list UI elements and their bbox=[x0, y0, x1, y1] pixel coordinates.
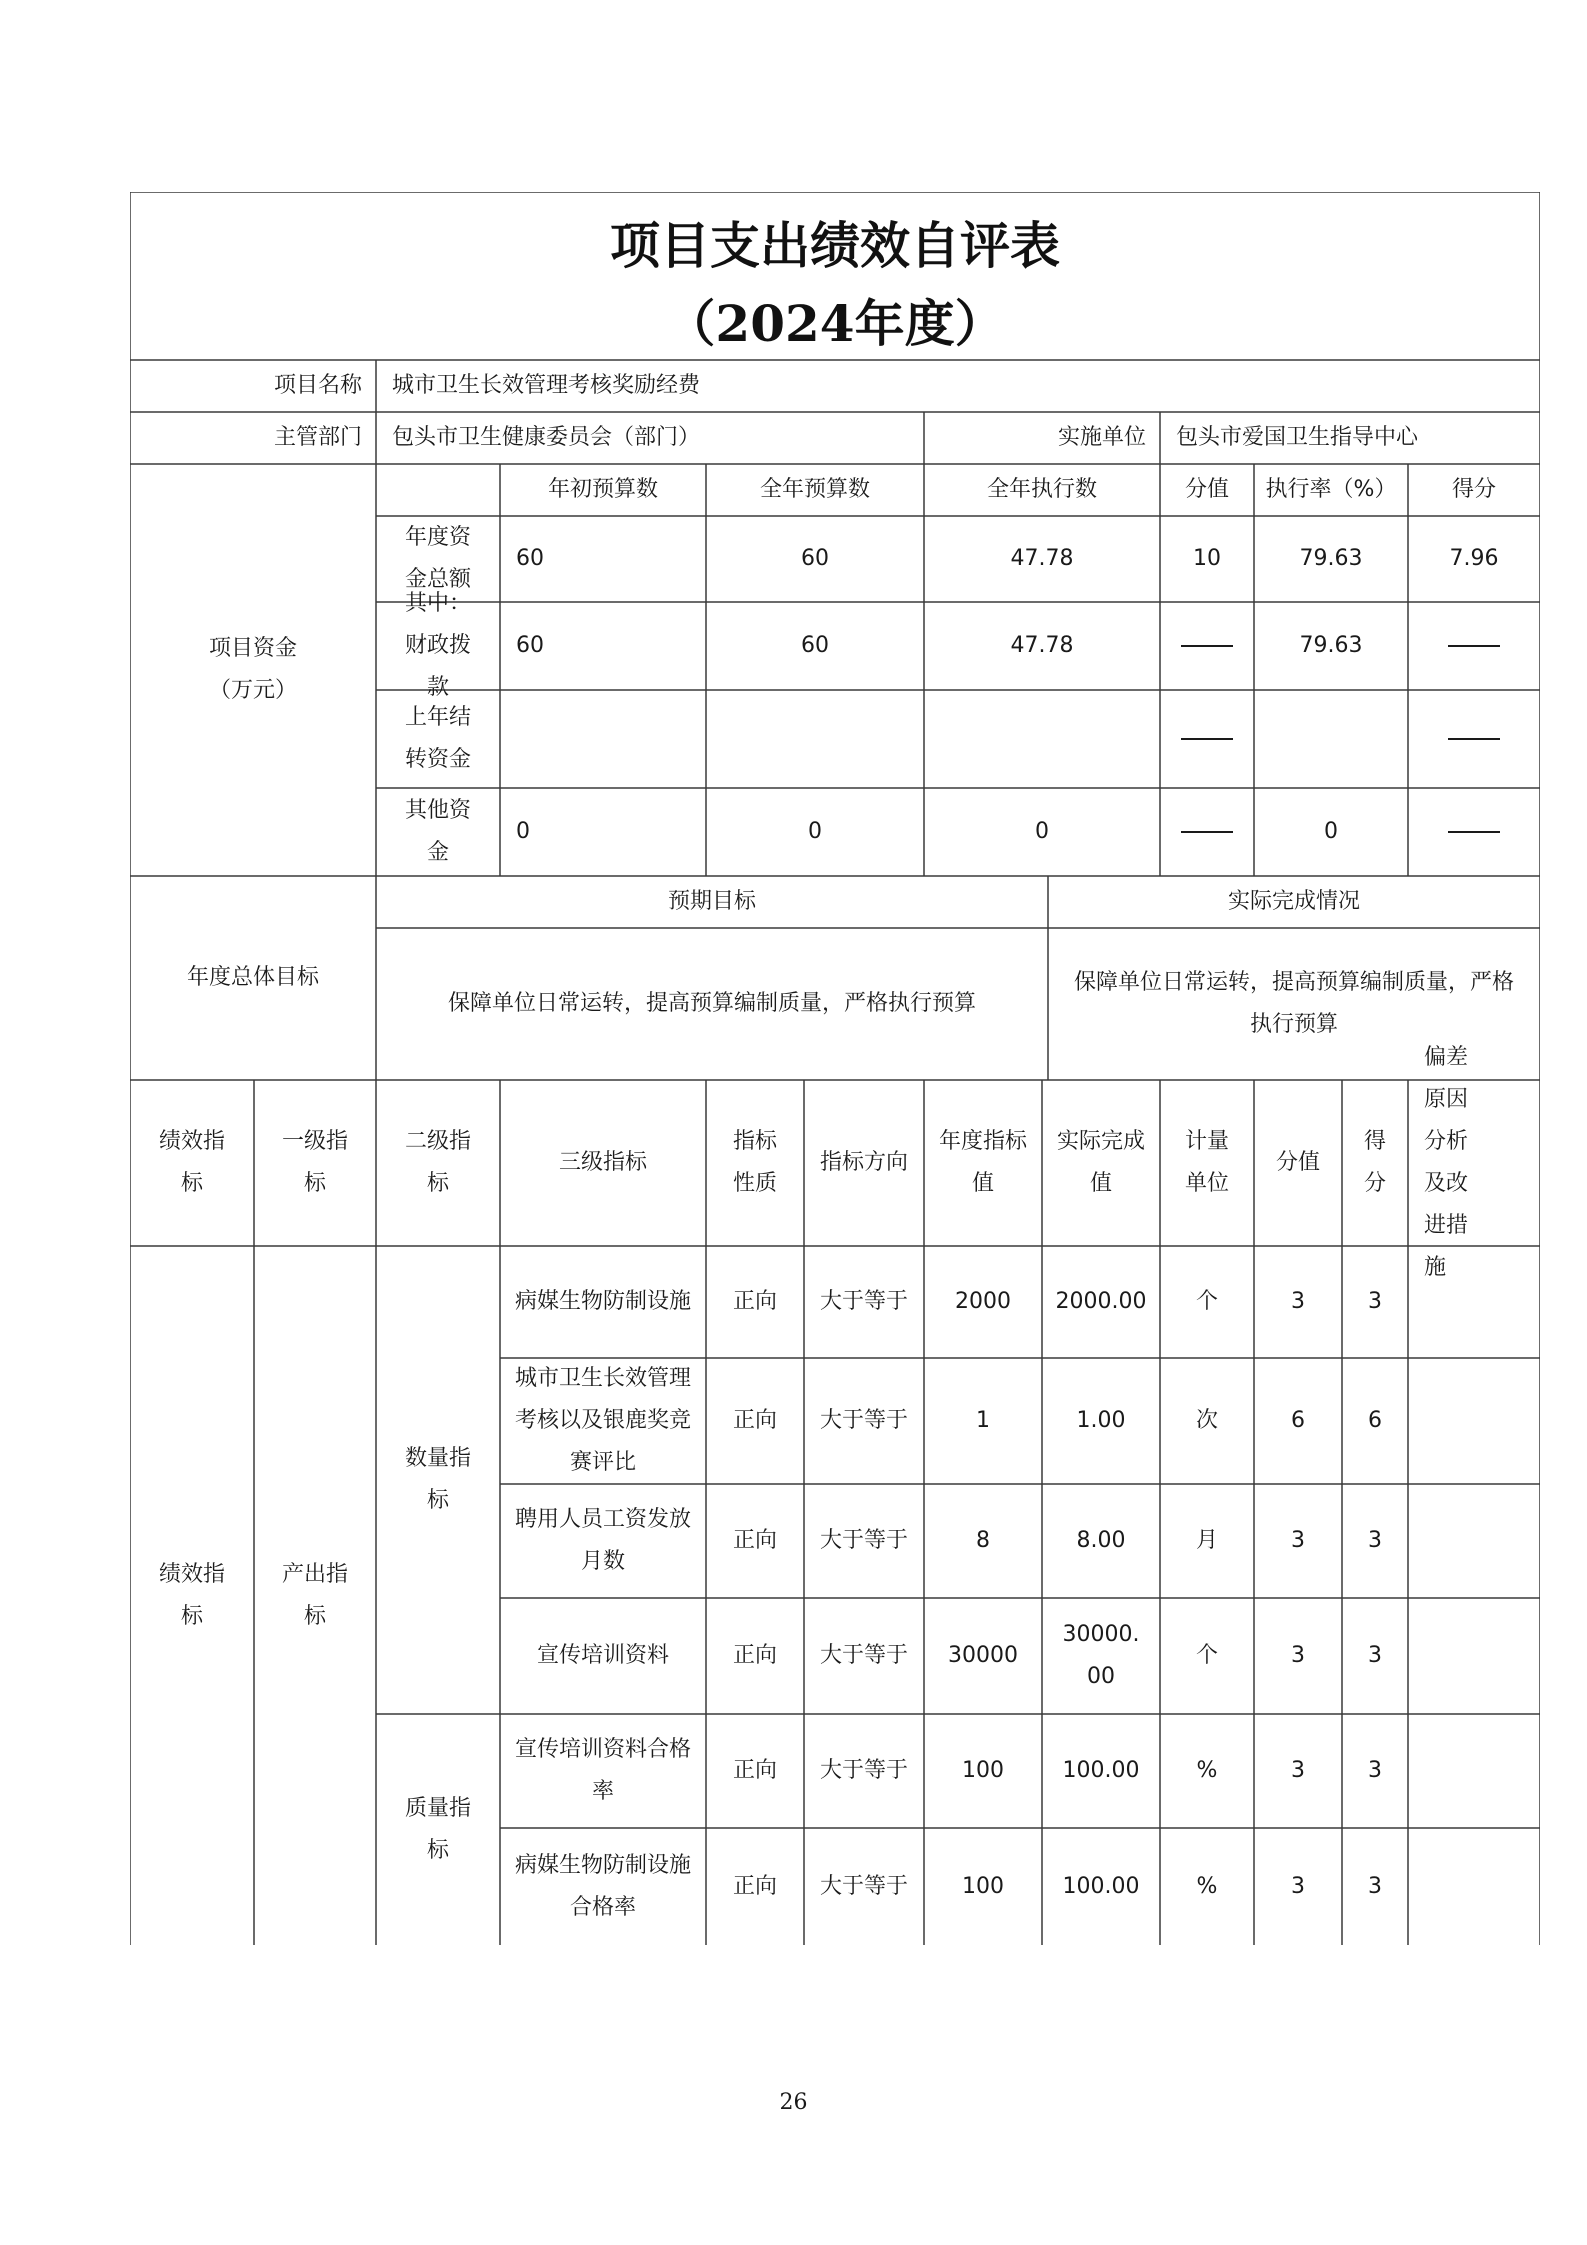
indicator-nature: 正向 bbox=[732, 1289, 777, 1314]
indicator-nature: 正向 bbox=[732, 1528, 777, 1553]
funds-header-score-value: 分值 bbox=[1184, 477, 1229, 502]
ind-header-deviation: 偏差原因分析及改进措施 bbox=[1424, 1045, 1469, 1280]
funds-cell-annual: 60 bbox=[801, 546, 829, 571]
funds-cell-score bbox=[1408, 788, 1540, 876]
indicator-score: 6 bbox=[1368, 1408, 1382, 1433]
dash-mark bbox=[1448, 831, 1500, 833]
indicator-deviation bbox=[1408, 1484, 1540, 1598]
indicator-actual: 8.00 bbox=[1076, 1528, 1126, 1553]
indicator-name: 病媒生物防制设施合格率 bbox=[514, 1852, 691, 1920]
funds-row-label-total: 年度资金总额 bbox=[404, 525, 471, 592]
funds-cell-initial: 60 bbox=[516, 633, 544, 658]
ind-header-value: 分值 bbox=[1275, 1150, 1320, 1175]
dash-mark bbox=[1181, 645, 1233, 647]
indicator-name: 病媒生物防制设施 bbox=[514, 1289, 691, 1314]
indicator-direction: 大于等于 bbox=[819, 1643, 908, 1668]
indicator-name: 城市卫生长效管理考核以及银鹿奖竞赛评比 bbox=[514, 1366, 691, 1475]
funds-cell-score-value bbox=[1160, 788, 1254, 876]
funds-header-score: 得分 bbox=[1451, 477, 1496, 502]
indicator-target: 30000 bbox=[948, 1643, 1018, 1668]
indicator-unit: 个 bbox=[1195, 1643, 1218, 1668]
indicator-target: 8 bbox=[976, 1528, 990, 1553]
funds-cell-annual: 60 bbox=[801, 633, 829, 658]
ind-header-level3: 三级指标 bbox=[558, 1150, 647, 1175]
funds-cell-executed bbox=[924, 690, 1160, 788]
indicator-actual: 30000.00 bbox=[1062, 1622, 1140, 1689]
funds-header-rate: 执行率（%） bbox=[1265, 477, 1397, 502]
indicator-unit: 月 bbox=[1195, 1528, 1218, 1553]
funds-cell-executed: 0 bbox=[1035, 819, 1049, 844]
indicator-nature: 正向 bbox=[732, 1758, 777, 1783]
funds-cell-rate: 79.63 bbox=[1299, 546, 1363, 571]
ind-header-score: 得分 bbox=[1363, 1129, 1386, 1196]
ind-header-level2: 二级指标 bbox=[404, 1129, 471, 1196]
indicator-value: 3 bbox=[1291, 1528, 1305, 1553]
funds-cell-executed: 47.78 bbox=[1010, 546, 1074, 571]
funds-cell-annual bbox=[706, 690, 924, 788]
indicator-actual: 2000.00 bbox=[1055, 1289, 1147, 1314]
self-evaluation-table bbox=[130, 192, 1540, 1945]
indicator-direction: 大于等于 bbox=[819, 1873, 908, 1899]
project-name-value: 城市卫生长效管理考核奖励经费 bbox=[392, 373, 701, 398]
indicator-score: 3 bbox=[1368, 1758, 1382, 1783]
actual-goal-header: 实际完成情况 bbox=[1227, 889, 1360, 914]
indicator-unit: % bbox=[1196, 1873, 1218, 1899]
unit-value: 包头市爱国卫生指导中心 bbox=[1176, 425, 1419, 450]
indicator-unit: 个 bbox=[1195, 1289, 1218, 1314]
funds-cell-score: 7.96 bbox=[1449, 546, 1499, 571]
funds-cell-score-value: 10 bbox=[1193, 546, 1221, 571]
indicator-target: 100 bbox=[962, 1758, 1004, 1783]
indicator-score: 3 bbox=[1368, 1528, 1382, 1553]
indicator-score: 3 bbox=[1368, 1873, 1382, 1899]
indicator-target: 1 bbox=[976, 1408, 990, 1433]
output-indicator-col: 产出指标 bbox=[281, 1561, 348, 1629]
ind-header-target: 年度指标值 bbox=[938, 1129, 1027, 1196]
indicator-direction: 大于等于 bbox=[819, 1758, 908, 1783]
quality-indicator-group: 质量指标 bbox=[404, 1795, 471, 1863]
indicator-unit: % bbox=[1196, 1758, 1218, 1783]
table-title: 项目支出绩效自评表 bbox=[610, 216, 1060, 275]
indicator-deviation bbox=[1408, 1598, 1540, 1714]
indicator-actual: 100.00 bbox=[1062, 1873, 1140, 1899]
dash-mark bbox=[1448, 645, 1500, 647]
indicator-name: 宣传培训资料合格率 bbox=[514, 1737, 691, 1804]
indicator-value: 3 bbox=[1291, 1758, 1305, 1783]
project-name-label: 项目名称 bbox=[273, 373, 362, 398]
annual-goal-label: 年度总体目标 bbox=[186, 965, 319, 990]
indicator-value: 3 bbox=[1291, 1643, 1305, 1668]
indicator-nature: 正向 bbox=[732, 1873, 777, 1899]
funds-cell-rate bbox=[1254, 690, 1408, 788]
indicator-deviation bbox=[1408, 1246, 1540, 1358]
indicator-direction: 大于等于 bbox=[819, 1408, 908, 1433]
page-number: 26 bbox=[779, 2090, 808, 2115]
ind-header-direction: 指标方向 bbox=[819, 1150, 908, 1175]
indicator-score: 3 bbox=[1368, 1643, 1382, 1668]
indicator-deviation bbox=[1408, 1714, 1540, 1828]
dash-mark bbox=[1448, 738, 1500, 740]
indicator-unit: 次 bbox=[1195, 1408, 1218, 1433]
table-year: （2024年度） bbox=[665, 294, 1005, 353]
indicator-deviation bbox=[1408, 1828, 1540, 1945]
perf-indicator-col: 绩效指标 bbox=[158, 1561, 225, 1629]
funds-header-annual: 全年预算数 bbox=[759, 477, 870, 502]
funds-cell-initial: 60 bbox=[516, 546, 544, 571]
indicator-target: 100 bbox=[962, 1873, 1004, 1899]
indicator-deviation bbox=[1408, 1358, 1540, 1484]
indicator-value: 3 bbox=[1291, 1873, 1305, 1899]
dept-label: 主管部门 bbox=[273, 425, 362, 450]
funds-row-label-carryover: 上年结转资金 bbox=[404, 705, 471, 772]
funds-cell-score bbox=[1408, 602, 1540, 690]
indicator-value: 6 bbox=[1291, 1408, 1305, 1433]
indicator-nature: 正向 bbox=[732, 1643, 777, 1668]
indicator-name: 聘用人员工资发放月数 bbox=[514, 1507, 691, 1574]
funds-cell-executed: 47.78 bbox=[1010, 633, 1074, 658]
indicator-score: 3 bbox=[1368, 1289, 1382, 1314]
ind-header-nature: 指标性质 bbox=[732, 1129, 777, 1196]
ind-header-level1: 一级指标 bbox=[281, 1129, 348, 1196]
expected-goal-text: 保障单位日常运转，提高预算编制质量，严格执行预算 bbox=[447, 991, 976, 1016]
dash-mark bbox=[1181, 831, 1233, 833]
indicator-direction: 大于等于 bbox=[819, 1528, 908, 1553]
funds-row-label-fiscal: 其中：财政拨款 bbox=[404, 591, 471, 700]
funds-cell-rate: 79.63 bbox=[1299, 633, 1363, 658]
funds-cell-rate: 0 bbox=[1324, 819, 1338, 844]
quantity-indicator-group: 数量指标 bbox=[404, 1446, 471, 1513]
funds-header-executed: 全年执行数 bbox=[986, 477, 1097, 502]
funds-row-label-other: 其他资金 bbox=[404, 798, 471, 865]
indicator-nature: 正向 bbox=[732, 1408, 777, 1433]
funds-cell-score bbox=[1408, 690, 1540, 788]
funds-header-initial: 年初预算数 bbox=[547, 477, 658, 502]
actual-goal-text: 保障单位日常运转，提高预算编制质量，严格执行预算 bbox=[1073, 970, 1514, 1037]
funds-cell-initial: 0 bbox=[516, 819, 530, 844]
indicator-actual: 100.00 bbox=[1062, 1758, 1140, 1783]
funds-cell-annual: 0 bbox=[808, 819, 822, 844]
indicator-value: 3 bbox=[1291, 1289, 1305, 1314]
expected-goal-header: 预期目标 bbox=[667, 889, 756, 914]
indicator-actual: 1.00 bbox=[1076, 1408, 1126, 1433]
indicator-direction: 大于等于 bbox=[819, 1289, 908, 1314]
indicator-target: 2000 bbox=[955, 1289, 1011, 1314]
ind-header-actual: 实际完成值 bbox=[1056, 1129, 1145, 1196]
unit-label: 实施单位 bbox=[1057, 425, 1146, 450]
funds-cell-score-value bbox=[1160, 690, 1254, 788]
dash-mark bbox=[1181, 738, 1233, 740]
funds-cell-score-value bbox=[1160, 602, 1254, 690]
indicator-name: 宣传培训资料 bbox=[536, 1643, 669, 1668]
ind-header-perf: 绩效指标 bbox=[158, 1129, 225, 1196]
ind-header-unit: 计量单位 bbox=[1184, 1129, 1229, 1196]
funds-cell-initial bbox=[500, 690, 706, 788]
funds-section-label: 项目资金（万元） bbox=[208, 636, 297, 703]
dept-value: 包头市卫生健康委员会（部门） bbox=[392, 425, 701, 450]
